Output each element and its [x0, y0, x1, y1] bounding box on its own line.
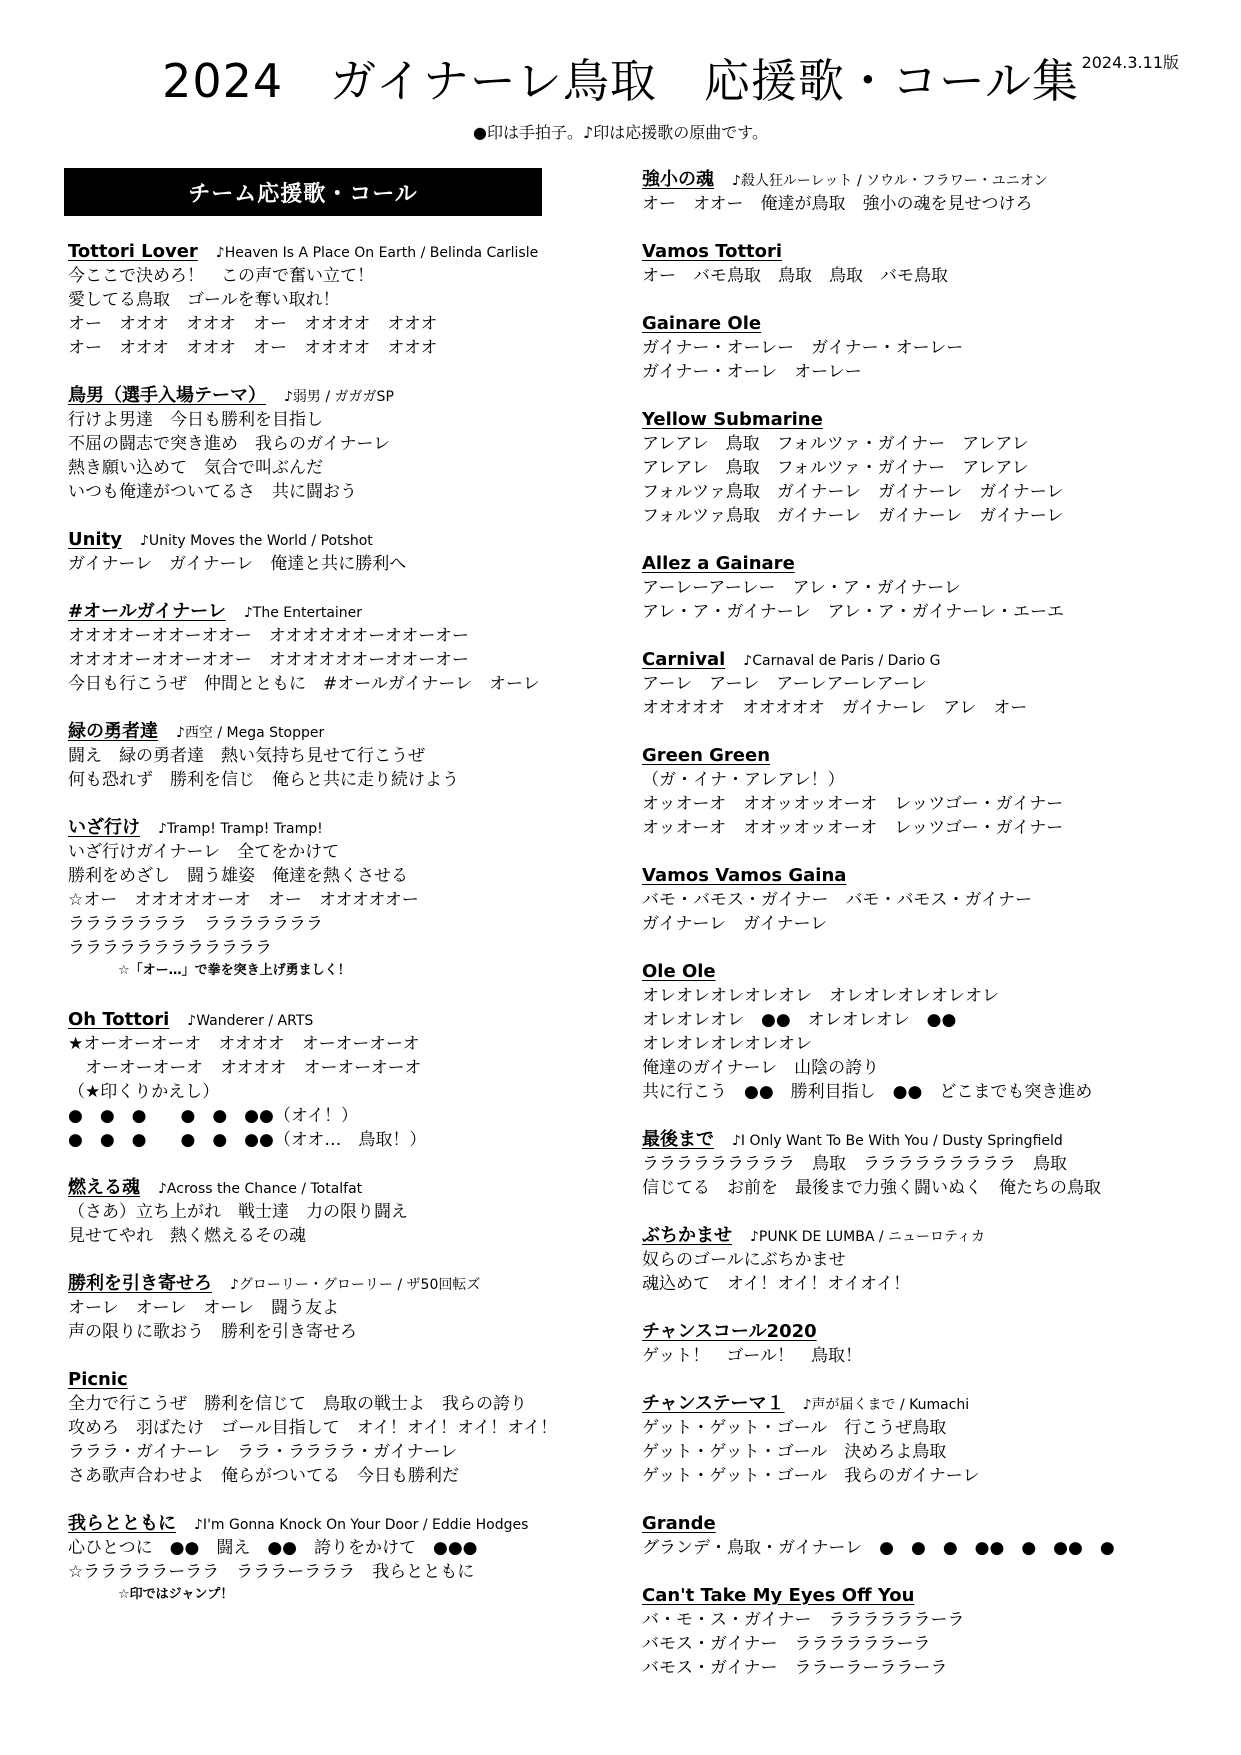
lyric-line: ガイナーレ ガイナーレ: [642, 914, 828, 934]
song-title: Allez a Gainare: [642, 553, 795, 574]
lyric-line: （★印くりかえし）: [68, 1082, 220, 1102]
song-title: 鳥男（選手入場テーマ）: [68, 385, 266, 406]
lyric-line: ラララララララララ 鳥取 ラララララララララ 鳥取: [642, 1154, 1067, 1174]
song-block: [68, 240, 538, 360]
song-header: [642, 960, 1092, 984]
lyric-line: 攻めろ 羽ばたけ ゴール目指して オイ！オイ！オイ！オイ！: [68, 1418, 558, 1438]
lyric-line: 熱き願い込めて 気合で叫ぶんだ: [68, 458, 323, 478]
song-block: [68, 1512, 528, 1606]
song-title: Grande: [642, 1513, 716, 1534]
song-block: [642, 648, 1027, 720]
lyric-line: ゲット！ ゴール！ 鳥取！: [642, 1346, 862, 1366]
lyric-line: オオオオーオオーオオー オオオオオオーオオーオー: [68, 626, 470, 646]
lyric-line: ガイナー・オーレ オーレー: [642, 362, 862, 382]
song-header: [68, 1512, 528, 1536]
lyric-line: ララララララララララララ: [68, 938, 272, 958]
song-block: [642, 1224, 985, 1296]
lyric-line: ● ● ● ● ● ●●（オオ… 鳥取！）: [68, 1130, 427, 1150]
lyric-line: ゲット・ゲット・ゴール 決めろよ鳥取: [642, 1442, 947, 1462]
song-header: [642, 1512, 1115, 1536]
lyric-line: アーレーアーレー アレ・ア・ガイナーレ: [642, 578, 961, 598]
song-header: [642, 408, 1063, 432]
lyric-line: オー オオオ オオオ オー オオオオ オオオ: [68, 314, 438, 334]
lyric-line: オレオレオレオレオレ: [642, 1034, 812, 1054]
song-header: [642, 744, 1063, 768]
lyric-line: ☆オー オオオオオーオ オー オオオオオー: [68, 890, 419, 910]
lyric-line: オレオレオレオレオレ オレオレオレオレオレ: [642, 986, 999, 1006]
song-block: [68, 384, 394, 504]
song-block: [68, 1368, 557, 1488]
song-header: [642, 1128, 1101, 1152]
lyric-line: 闘え 緑の勇者達 熱い気持ち見せて行こうぜ: [68, 746, 425, 766]
song-title: Green Green: [642, 745, 771, 766]
lyric-line: 心ひとつに ●● 闘え ●● 誇りをかけて ●●●: [68, 1538, 478, 1558]
song-origin: ♪殺人狂ルーレット / ソウル・フラワー・ユニオン: [732, 173, 1048, 189]
song-title: #オールガイナーレ: [68, 601, 226, 622]
lyric-line: 今日も行こうぜ 仲間とともに #オールガイナーレ オーレ: [68, 674, 540, 694]
lyric-line: 魂込めて オイ！オイ！オイオイ！: [642, 1274, 911, 1294]
song-origin: ♪弱男 / ガガガSP: [284, 389, 394, 405]
song-title: Vamos Vamos Gaina: [642, 865, 847, 886]
lyric-line: ★オーオーオーオ オオオオ オーオーオーオ: [68, 1034, 420, 1054]
lyric-line: アーレ アーレ アーレアーレアーレ: [642, 674, 927, 694]
lyric-line: オーレ オーレ オーレ 闘う友よ: [68, 1298, 339, 1318]
song-origin: ♪Heaven Is A Place On Earth / Belinda Carlisle: [215, 245, 539, 261]
lyric-line: オッオーオ オオッオッオーオ レッツゴー・ガイナー: [642, 794, 1064, 814]
song-block: [642, 864, 1032, 936]
song-header: [642, 1224, 985, 1248]
song-header: [68, 1176, 408, 1200]
song-title: 強小の魂: [642, 169, 714, 190]
song-header: [68, 816, 419, 840]
song-header: [68, 1272, 480, 1296]
lyric-line: オオオオオ オオオオオ ガイナーレ アレ オー: [642, 698, 1028, 718]
song-origin: ♪Tramp! Tramp! Tramp!: [158, 821, 323, 837]
song-title: 最後まで: [642, 1129, 714, 1150]
song-origin: ♪Unity Moves the World / Potshot: [139, 533, 373, 549]
song-block: [642, 312, 963, 384]
legend-note: ●印は手拍子。♪印は応援歌の原曲です。: [473, 123, 768, 142]
song-title: Yellow Submarine: [642, 409, 823, 430]
lyric-line: オッオーオ オオッオッオーオ レッツゴー・ガイナー: [642, 818, 1064, 838]
song-block: [642, 744, 1063, 840]
lyric-line: グランデ・鳥取・ガイナーレ ● ● ● ●● ● ●● ●: [642, 1538, 1115, 1558]
song-header: [642, 240, 948, 264]
song-title: Oh Tottori: [68, 1009, 170, 1030]
song-title: 燃える魂: [68, 1177, 140, 1198]
lyric-line: オオオオーオオーオオー オオオオオオーオオーオー: [68, 650, 470, 670]
lyric-line: ラララララララ ラララララララ: [68, 914, 323, 934]
lyric-line: ラララ・ガイナーレ ララ・ララララ・ガイナーレ: [68, 1442, 458, 1462]
song-header: [642, 312, 963, 336]
song-title: Picnic: [68, 1369, 128, 1390]
lyric-line: 不屈の闘志で突き進め 我らのガイナーレ: [68, 434, 391, 454]
song-origin: ♪Wanderer / ARTS: [187, 1013, 314, 1029]
song-block: [642, 408, 1063, 528]
song-note: ☆「オー…」で拳を突き上げ勇ましく！: [118, 963, 351, 978]
lyric-line: 見せてやれ 熱く燃えるその魂: [68, 1226, 306, 1246]
song-block: [642, 1584, 965, 1680]
song-title: Unity: [68, 529, 122, 550]
song-header: [68, 1368, 557, 1392]
song-origin: ♪I'm Gonna Knock On Your Door / Eddie Hodges: [194, 1517, 529, 1533]
song-block: [642, 240, 948, 288]
lyric-line: アレアレ 鳥取 フォルツァ・ガイナー アレアレ: [642, 434, 1029, 454]
song-title: チャンステーマ１: [642, 1393, 785, 1414]
song-header: [642, 648, 1027, 672]
lyric-line: 勝利をめざし 闘う雄姿 俺達を熱くさせる: [68, 866, 408, 886]
lyric-line: アレアレ 鳥取 フォルツァ・ガイナー アレアレ: [642, 458, 1029, 478]
song-block: [642, 168, 1048, 216]
song-origin: ♪西空 / Mega Stopper: [176, 725, 325, 741]
lyric-line: 奴らのゴールにぶちかませ: [642, 1250, 846, 1270]
song-header: [68, 384, 394, 408]
lyric-line: フォルツァ鳥取 ガイナーレ ガイナーレ ガイナーレ: [642, 506, 1064, 526]
song-header: [642, 552, 1064, 576]
song-origin: ♪PUNK DE LUMBA / ニューロティカ: [750, 1229, 985, 1245]
lyric-line: 共に行こう ●● 勝利目指し ●● どこまでも突き進め: [642, 1082, 1093, 1102]
song-origin: ♪グローリー・グローリー / ザ50回転ズ: [230, 1277, 481, 1293]
song-title: Gainare Ole: [642, 313, 762, 334]
lyric-line: さあ歌声合わせよ 俺らがついてる 今日も勝利だ: [68, 1466, 459, 1486]
lyric-line: いざ行けガイナーレ 全てをかけて: [68, 842, 340, 862]
lyric-line: ガイナー・オーレー ガイナー・オーレー: [642, 338, 964, 358]
song-origin: ♪Across the Chance / Totalfat: [158, 1181, 363, 1197]
lyric-line: バモ・バモス・ガイナー バモ・バモス・ガイナー: [642, 890, 1032, 910]
song-title: 緑の勇者達: [68, 721, 158, 742]
song-title: 我らとともに: [68, 1513, 176, 1534]
lyric-line: フォルツァ鳥取 ガイナーレ ガイナーレ ガイナーレ: [642, 482, 1064, 502]
lyric-line: バモス・ガイナー ララララララーラ: [642, 1634, 931, 1654]
lyric-line: 今ここで決めろ！ この声で奮い立て！: [68, 266, 374, 286]
song-block: [68, 528, 406, 576]
song-origin: ♪Carnaval de Paris / Dario G: [743, 653, 941, 669]
lyric-line: ゲット・ゲット・ゴール 我らのガイナーレ: [642, 1466, 980, 1486]
song-origin: ♪声が届くまで / Kumachi: [802, 1397, 970, 1413]
song-title: Carnival: [642, 649, 726, 670]
song-title: 勝利を引き寄せろ: [68, 1273, 212, 1294]
song-header: [642, 864, 1032, 888]
song-block: [642, 1512, 1115, 1560]
song-block: [642, 1128, 1101, 1200]
song-header: [68, 528, 406, 552]
lyric-line: アレ・ア・ガイナーレ アレ・ア・ガイナーレ・エーエ: [642, 602, 1064, 622]
song-block: [68, 816, 419, 982]
lyric-line: バ・モ・ス・ガイナー ララララララーラ: [642, 1610, 965, 1630]
song-title: Can't Take My Eyes Off You: [642, 1585, 915, 1606]
lyric-line: ● ● ● ● ● ●●（オイ！）: [68, 1106, 358, 1126]
song-header: [68, 720, 459, 744]
lyric-line: ゲット・ゲット・ゴール 行こうぜ鳥取: [642, 1418, 947, 1438]
song-header: [68, 600, 540, 624]
song-block: [68, 1176, 408, 1248]
lyric-line: バモス・ガイナー ララーラーララーラ: [642, 1658, 948, 1678]
lyric-line: オレオレオレ ●● オレオレオレ ●●: [642, 1010, 957, 1030]
song-title: Ole Ole: [642, 961, 716, 982]
song-block: [642, 552, 1064, 624]
lyric-line: 愛してる鳥取 ゴールを奪い取れ！: [68, 290, 340, 310]
lyric-line: オー オオオ オオオ オー オオオオ オオオ: [68, 338, 438, 358]
page-title: 2024 ガイナーレ鳥取 応援歌・コール集: [162, 54, 1079, 108]
song-header: [642, 1584, 965, 1608]
song-block: [642, 1320, 862, 1368]
lyric-line: オー バモ鳥取 鳥取 鳥取 バモ鳥取: [642, 266, 948, 286]
song-header: [68, 240, 538, 264]
lyric-line: ☆ラララララーララ ラララーラララ 我らとともに: [68, 1562, 475, 1582]
song-title: Vamos Tottori: [642, 241, 783, 262]
song-title: ぶちかませ: [642, 1225, 732, 1246]
song-block: [68, 1008, 426, 1152]
song-block: [68, 600, 540, 696]
lyric-line: （ガ・イナ・アレアレ！）: [642, 770, 845, 790]
song-block: [642, 1392, 979, 1488]
song-title: チャンスコール2020: [642, 1321, 817, 1342]
song-origin: ♪The Entertainer: [243, 605, 363, 621]
song-header: [68, 1008, 426, 1032]
version-label: 2024.3.11版: [1081, 53, 1179, 72]
song-header: [642, 168, 1048, 192]
song-block: [642, 960, 1092, 1104]
song-origin: ♪I Only Want To Be With You / Dusty Springfield: [732, 1133, 1063, 1149]
section-header: チーム応援歌・コール: [64, 168, 542, 216]
lyric-line: 行けよ男達 今日も勝利を目指し: [68, 410, 323, 430]
lyric-line: 俺達のガイナーレ 山陰の誇り: [642, 1058, 880, 1078]
song-block: [68, 720, 459, 792]
lyric-line: 何も恐れず 勝利を信じ 俺らと共に走り続けよう: [68, 770, 459, 790]
lyric-line: いつも俺達がついてるさ 共に闘おう: [68, 482, 357, 502]
lyric-line: （さあ）立ち上がれ 戦士達 力の限り闘え: [68, 1202, 408, 1222]
song-header: [642, 1392, 979, 1416]
lyric-line: オー オオー 俺達が鳥取 強小の魂を見せつけろ: [642, 194, 1033, 214]
song-note: ☆印ではジャンプ！: [118, 1587, 234, 1602]
lyric-line: 全力で行こうぜ 勝利を信じて 鳥取の戦士よ 我らの誇り: [68, 1394, 527, 1414]
lyric-line: 信じてる お前を 最後まで力強く闘いぬく 俺たちの鳥取: [642, 1178, 1101, 1198]
song-title: いざ行け: [68, 817, 140, 838]
song-header: [642, 1320, 862, 1344]
song-block: [68, 1272, 480, 1344]
lyric-line: 声の限りに歌おう 勝利を引き寄せろ: [68, 1322, 357, 1342]
lyric-line: オーオーオーオ オオオオ オーオーオーオ: [68, 1058, 422, 1078]
song-title: Tottori Lover: [68, 241, 198, 262]
lyric-line: ガイナーレ ガイナーレ 俺達と共に勝利へ: [68, 554, 407, 574]
